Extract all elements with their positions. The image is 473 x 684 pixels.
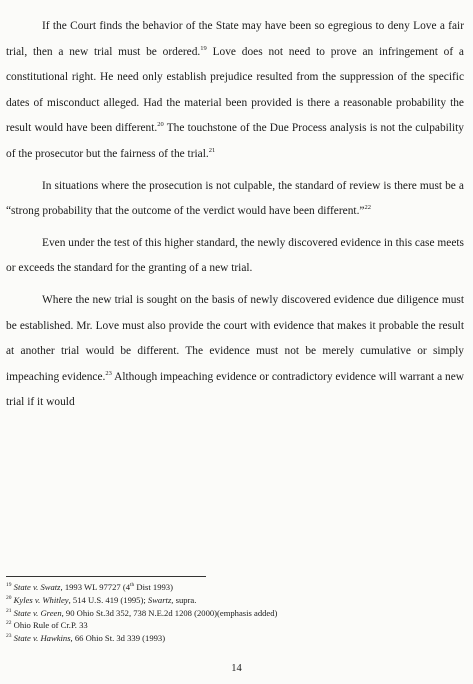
footnote-ref: 23: [105, 369, 112, 377]
text-run: Dist 1993): [134, 582, 173, 592]
body-text: [6, 14, 464, 416]
footnote-mark: 20: [6, 594, 12, 601]
footnote: [6, 594, 464, 607]
case-name: Kyles v. Whitley: [13, 594, 69, 605]
footnote-ref: 20: [157, 121, 164, 129]
text-run: Even under the test of this higher standard, the newly discovered evidence in this case meets or exceeds the standard for the granting of a new trial.: [6, 236, 464, 275]
footnote-mark: 22: [6, 620, 12, 627]
footnotes: [6, 581, 464, 645]
case-name: State v. Swatz: [13, 582, 61, 592]
text-run: If the Court finds the behavior of the State may have been so egregious to deny Love a fair trial, then a new trial must be ordered.: [6, 20, 464, 58]
paragraph: [6, 174, 464, 225]
footnote-mark: 21: [6, 607, 12, 614]
text-run: Where the new trial is sought on the basis of newly discovered evidence due diligence must be established. Mr. Love must also provide the court with evidence that makes it probable the result at another trial would be different. The evidence must not be merely cumulative or simply impeaching evidence.: [6, 293, 464, 383]
footnote: [6, 607, 464, 620]
text-run: , 514 U.S. 419 (1995);: [68, 594, 148, 605]
footnote-ref: 19: [200, 44, 207, 52]
text-run: , 1993 WL 97727 (4: [60, 582, 130, 592]
text-run: The touchstone of the Due Process analysis is not the culpability of the prosecutor but the fairness of the trial.: [6, 122, 464, 160]
footnote-ref: 21: [208, 147, 216, 155]
footnote: [6, 581, 464, 594]
footnote-mark: 19: [6, 582, 12, 589]
paragraph: [6, 231, 464, 282]
case-name: State v. Green: [13, 607, 62, 618]
text-run: Love does not need to prove an infringement of a constitutional right. He need only establish prejudice resulted from the suppression of the specific dates of misconduct alleged. Had the material been provided is there a reasonable probability the result would have been different.: [6, 45, 464, 135]
footnote-divider: [6, 576, 206, 577]
text-run: Ohio Rule of Cr.P. 33: [13, 620, 88, 631]
page-number: 14: [231, 663, 242, 674]
text-run: , 66 Ohio St. 3d 339 (1993): [70, 633, 166, 644]
case-name: Swartz: [147, 594, 172, 605]
case-name: State v. Hawkins: [13, 633, 71, 644]
text-run: , supra.: [171, 594, 197, 605]
paragraph: [6, 288, 464, 416]
footnote-ref: th: [130, 582, 135, 589]
footnote: [6, 632, 464, 645]
text-run: In situations where the prosecution is not culpable, the standard of review is there must be a “strong probability that the outcome of the verdict would have been different.”: [6, 179, 464, 218]
text-run: , 90 Ohio St.3d 352, 738 N.E.2d 1208 (2000)(emphasis added): [61, 607, 278, 618]
text-run: Although impeaching evidence or contradictory evidence will warrant a new trial if it would: [6, 370, 464, 409]
footnote-mark: 23: [6, 633, 12, 640]
footnote-ref: 22: [364, 204, 371, 212]
footnote: [6, 619, 464, 632]
paragraph: [6, 14, 464, 168]
